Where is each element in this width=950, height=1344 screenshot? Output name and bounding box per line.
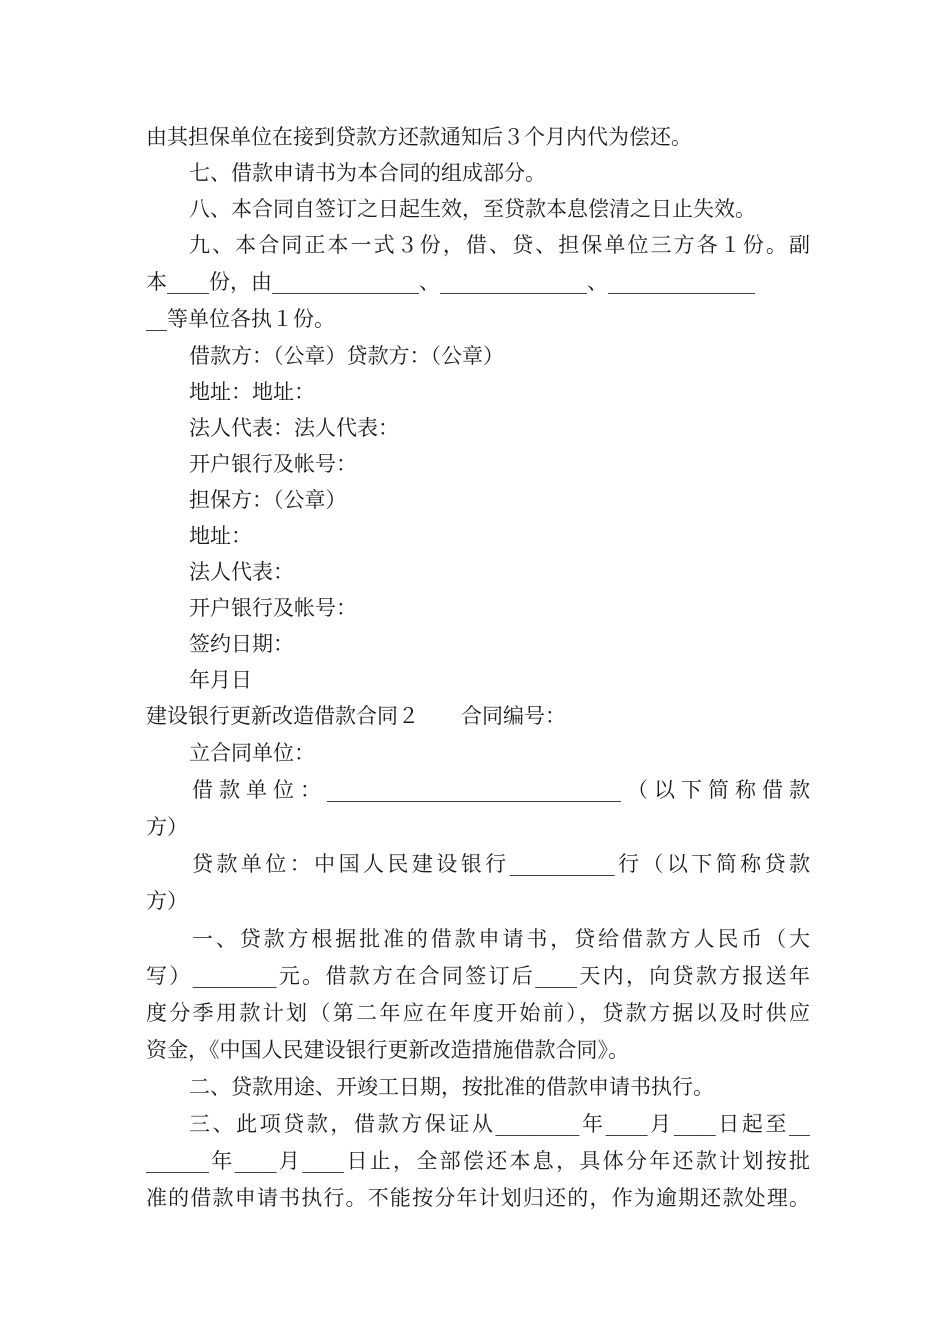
text-line: 立合同单位： bbox=[189, 741, 315, 765]
text-line: 九、本合同正本一式３份，借、贷、担保单位三方各１份。副 bbox=[189, 233, 810, 257]
text-line: 方） bbox=[146, 889, 188, 913]
clause-line: 写）________元。借款方在合同签订后____天内，向贷款方报送年 bbox=[146, 964, 810, 988]
text-line: 本____份，由______________、______________、______________ bbox=[146, 270, 755, 294]
address-line: 地址：地址： bbox=[189, 380, 315, 404]
clause-line: 二、贷款用途、开竣工日期，按批准的借款申请书执行。 bbox=[189, 1075, 714, 1099]
text-line: 由其担保单位在接到贷款方还款通知后３个月内代为偿还。 bbox=[146, 125, 692, 149]
date-line: 年月日 bbox=[189, 668, 252, 692]
bank-account-line: 开户银行及帐号： bbox=[189, 452, 357, 476]
text-line: __等单位各执１份。 bbox=[146, 307, 335, 331]
guarantor-line: 担保方：（公章） bbox=[189, 488, 347, 512]
text-line: 方） bbox=[146, 815, 188, 839]
clause-line: 三、此项贷款，借款方保证从________年____月____日起至__ bbox=[189, 1112, 810, 1136]
address-line: 地址： bbox=[189, 524, 252, 548]
signatory-line: 借款方：（公章）贷款方：（公章） bbox=[189, 344, 504, 368]
text-line: 八、本合同自签订之日起生效，至贷款本息偿清之日止失效。 bbox=[189, 197, 756, 221]
lender-line: 贷款单位：中国人民建设银行__________行（以下简称贷款 bbox=[192, 852, 810, 876]
clause-line: 准的借款申请书执行。不能按分年计划归还的，作为逾期还款处理。 bbox=[146, 1186, 810, 1210]
clause-line: 资金，《中国人民建设银行更新改造措施借款合同》。 bbox=[146, 1038, 629, 1062]
clause-line: 度分季用款计划（第二年应在年度开始前），贷款方据以及时供应 bbox=[146, 1001, 810, 1025]
legal-rep-line: 法人代表： bbox=[189, 560, 294, 584]
clause-line: 一、贷款方根据批准的借款申请书，贷给借款方人民币（大 bbox=[192, 927, 810, 951]
signing-date-line: 签约日期： bbox=[189, 632, 294, 656]
bank-account-line: 开户银行及帐号： bbox=[189, 596, 357, 620]
clause-line: ______年____月____日止，全部偿还本息，具体分年还款计划按批 bbox=[146, 1149, 810, 1173]
text-line: 七、借款申请书为本合同的组成部分。 bbox=[189, 161, 546, 185]
borrower-line: 借款单位：____________________________（以下简称借款 bbox=[192, 778, 810, 802]
legal-rep-line: 法人代表：法人代表： bbox=[189, 416, 399, 440]
contract-title: 建设银行更新改造借款合同２ 合同编号： bbox=[146, 704, 566, 728]
